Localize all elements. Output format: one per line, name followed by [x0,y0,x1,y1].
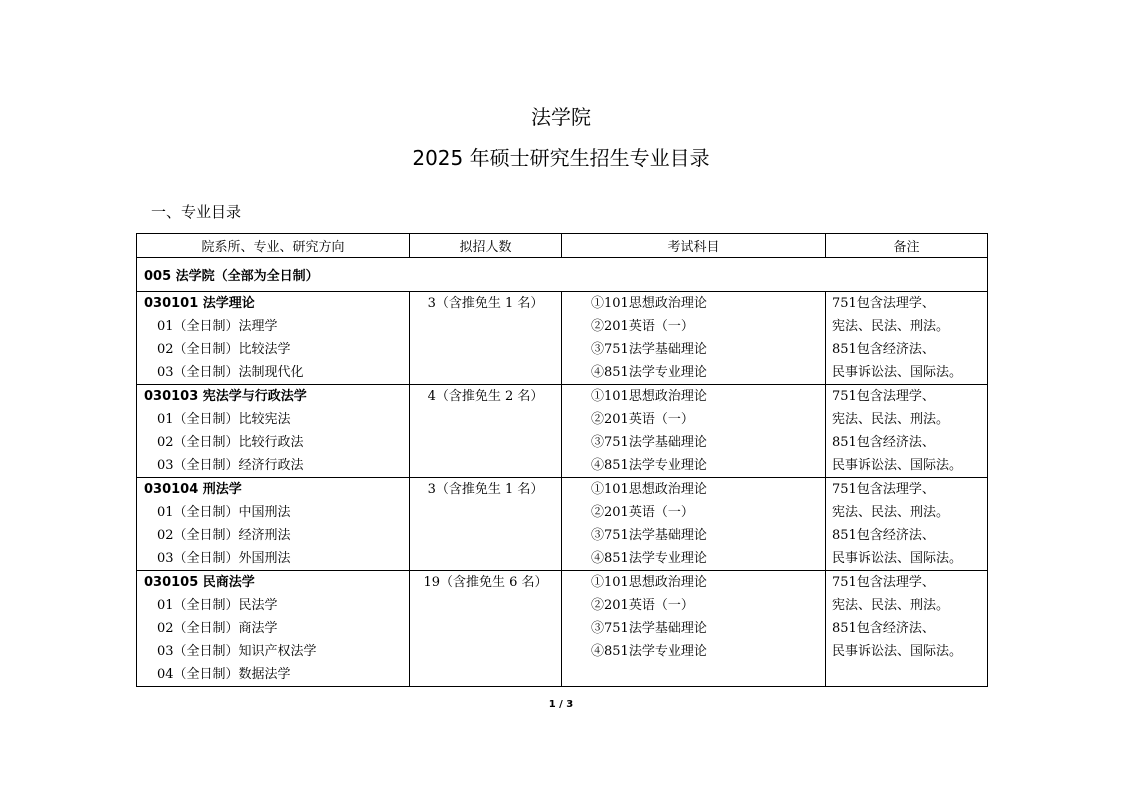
note-line: 851包含经济法、 [832,342,935,357]
exam-subject: ①101思想政治理论 [591,296,707,311]
header-quota: 拟招人数 [410,234,562,258]
research-direction: 01（全日制）中国刑法 [157,505,291,520]
department-row [137,258,988,292]
exam-subject: ②201英语（一） [591,505,694,520]
note-line: 民事诉讼法、国际法。 [832,551,963,566]
header-exams: 考试科目 [562,234,826,258]
exam-subject: ②201英语（一） [591,598,694,613]
quota-cell [410,292,562,385]
note-line: 民事诉讼法、国际法。 [832,644,963,659]
research-direction: 02（全日制）比较法学 [157,342,291,357]
exam-subject: ④851法学专业理论 [591,458,707,473]
note-line: 民事诉讼法、国际法。 [832,458,963,473]
exam-subject: ①101思想政治理论 [591,389,707,404]
research-direction: 02（全日制）比较行政法 [157,435,304,450]
research-direction: 02（全日制）经济刑法 [157,528,291,543]
table-row [137,571,988,687]
note-line: 宪法、民法、刑法。 [832,505,950,520]
note-line: 751包含法理学、 [832,296,935,311]
major-name: 030101 法学理论 [144,296,255,311]
exam-subject: ④851法学专业理论 [591,365,707,380]
note-line: 751包含法理学、 [832,482,935,497]
note-line: 851包含经济法、 [832,621,935,636]
exam-cell [562,478,826,571]
quota-cell [410,571,562,687]
quota-value: 3（含推免生 1 名） [427,482,544,497]
exam-subject: ①101思想政治理论 [591,482,707,497]
research-direction: 03（全日制）法制现代化 [157,365,304,380]
table-row [137,385,988,478]
exam-subject: ③751法学基础理论 [591,621,707,636]
research-direction: 01（全日制）法理学 [157,319,278,334]
exam-subject: ③751法学基础理论 [591,528,707,543]
major-name: 030103 宪法学与行政法学 [144,389,307,404]
note-cell [826,385,988,478]
note-line: 宪法、民法、刑法。 [832,319,950,334]
exam-subject: ②201英语（一） [591,412,694,427]
header-program: 院系所、专业、研究方向 [137,234,410,258]
quota-value: 19（含推免生 6 名） [423,575,548,590]
note-line: 民事诉讼法、国际法。 [832,365,963,380]
note-line: 751包含法理学、 [832,575,935,590]
note-line: 851包含经济法、 [832,435,935,450]
quota-value: 3（含推免生 1 名） [427,296,544,311]
catalog-table [136,233,988,687]
program-cell [137,292,410,385]
research-direction: 02（全日制）商法学 [157,621,278,636]
note-line: 宪法、民法、刑法。 [832,412,950,427]
major-name: 030104 刑法学 [144,482,242,497]
research-direction: 03（全日制）知识产权法学 [157,644,317,659]
section-heading: 一、专业目录 [151,203,242,221]
note-line: 宪法、民法、刑法。 [832,598,950,613]
program-cell [137,478,410,571]
quota-cell [410,385,562,478]
quota-cell [410,478,562,571]
exam-subject: ③751法学基础理论 [591,435,707,450]
note-cell [826,478,988,571]
program-cell [137,385,410,478]
note-line: 751包含法理学、 [832,389,935,404]
major-name: 030105 民商法学 [144,575,255,590]
department-name: 005 法学院（全部为全日制） [137,258,988,292]
research-direction: 03（全日制）经济行政法 [157,458,304,473]
research-direction: 03（全日制）外国刑法 [157,551,291,566]
exam-subject: ②201英语（一） [591,319,694,334]
program-cell [137,571,410,687]
page-number: 1 / 3 [548,699,574,710]
exam-cell [562,292,826,385]
quota-value: 4（含推免生 2 名） [427,389,544,404]
research-direction: 01（全日制）比较宪法 [157,412,291,427]
document-title: 法学院 [531,105,591,129]
research-direction: 04（全日制）数据法学 [157,667,291,682]
table-row [137,478,988,571]
exam-subject: ④851法学专业理论 [591,551,707,566]
research-direction: 01（全日制）民法学 [157,598,278,613]
note-line: 851包含经济法、 [832,528,935,543]
exam-subject: ③751法学基础理论 [591,342,707,357]
exam-cell [562,571,826,687]
note-cell [826,571,988,687]
document-subtitle: 2025 年硕士研究生招生专业目录 [412,146,710,170]
exam-subject: ①101思想政治理论 [591,575,707,590]
table-row [137,292,988,385]
header-notes: 备注 [826,234,988,258]
exam-subject: ④851法学专业理论 [591,644,707,659]
exam-cell [562,385,826,478]
note-cell [826,292,988,385]
table-header-row [137,234,988,258]
